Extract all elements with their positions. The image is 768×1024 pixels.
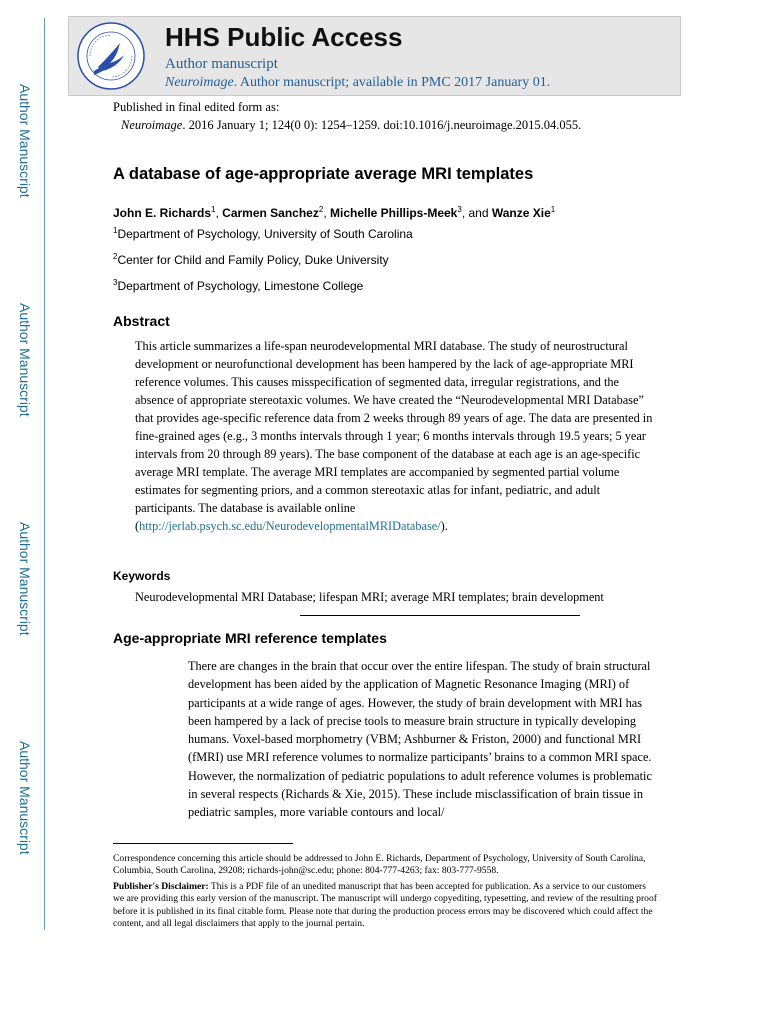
affiliation-2: $^2$Center for Child and Family Policy, Duke University [113,252,389,267]
author-name: Michelle Phillips-Meek [329,206,458,220]
hhs-seal-icon [76,21,146,91]
affiliation-1: $^1$Department of Psychology, University of South Carolina [113,226,413,241]
manuscript-journal-line: Neuroimage. Author manuscript; available in PMC 2017 January 01. [165,75,551,90]
keywords-heading: Keywords [113,569,171,583]
manuscript-subtitle: Author manuscript [165,56,278,72]
abstract-text: This article summarizes a life-span neurodevelopmental MRI database. The study of neurostructural development or neurofunctional development has been hampered by the lack of age-appropriate MRI reference volumes. This causes misspecification of segmented data, irregular registrations, and the absence of appropriate stereotaxic volumes. We have created the “Neurodevelopmental MRI Database” that provides age-specific reference data from 2 weeks through 89 years of age. The data are presented in fine-grained ages (e.g., 3 months intervals through 1 year; 6 months intervals through 19.5 years; 5 year intervals from 20 through 89 years). The base component of the database at each age is an age-specific average MRI template. The average MRI templates are accompanied by segmented partial volume estimates for segmenting priors, and a common stereotaxic atlas for infant, pediatric, and adult participants. The database is available online (http://jerlab.psych.sc.edu/NeurodevelopmentalMRIDatabase/). [135,339,653,533]
correspondence-note: Correspondence concerning this article should be addressed to John E. Richards, Department of Psychology, University of South Carolina, Columbia, South Carolina, 29208; richards-john@sc.edu; phone: 804-777-4263; fax: 803-777-9558. [113,853,646,876]
author-list: John E. Richards$^1$, Carmen Sanchez$^2$, Michelle Phillips-Meek$^3$, and Wanze Xie$^1$ [113,205,556,220]
published-citation: Neuroimage. 2016 January 1; 124(0 0): 1254–1259. doi:10.1016/j.neuroimage.2015.04.055. [121,118,582,132]
article-title: A database of age-appropriate average MRI templates [113,165,534,183]
footnote-divider [113,843,293,844]
margin-rule [44,18,45,930]
section-heading: Age-appropriate MRI reference templates [113,630,387,646]
keywords-text: Neurodevelopmental MRI Database; lifespan MRI; average MRI templates; brain development [135,590,604,604]
author-name: Carmen Sanchez [222,206,319,220]
hhs-title: HHS Public Access [165,22,403,52]
abstract-heading: Abstract [113,313,170,329]
affiliation-3: $^3$Department of Psychology, Limestone College [113,278,364,293]
author-name: Wanze Xie [491,206,551,220]
author-name: John E. Richards [113,206,212,220]
section-body-text: There are changes in the brain that occur over the entire lifespan. The study of brain structural development has been aided by the application of Magnetic Resonance Imaging (MRI) of participants at a wide range of ages. However, the study of brain development with MRI has been hampered by a lack of precise tools to measure brain structure in typically developing humans. Voxel-based morphometry (VBM; Ashburner & Friston, 2000) and functional MRI (fMRI) use MRI reference volumes to normalize participants’ brains to a common MRI space. However, the normalization of pediatric populations to adult reference volumes is problematic in several respects (Richards & Xie, 2015). These include misclassification of brain tissue in pediatric samples, more variable contours and local/ [188,659,652,820]
publisher-disclaimer: Publisher's Disclaimer: This is a PDF file of an unedited manuscript that has been accepted for publication. As a service to our customers we are providing this early version of the manuscript. The manuscript will undergo copyediting, typesetting, and review of the resulting proof before it is published in its final citable form. Please note that during the production process errors may be discovered which could affect the content, and all legal disclaimers that apply to the journal pertain. [113,881,657,929]
published-label: Published in final edited form as: [113,100,280,114]
keywords-divider [300,615,580,616]
database-link[interactable]: http://jerlab.psych.sc.edu/NeurodevelopmentalMRIDatabase/ [139,519,441,533]
